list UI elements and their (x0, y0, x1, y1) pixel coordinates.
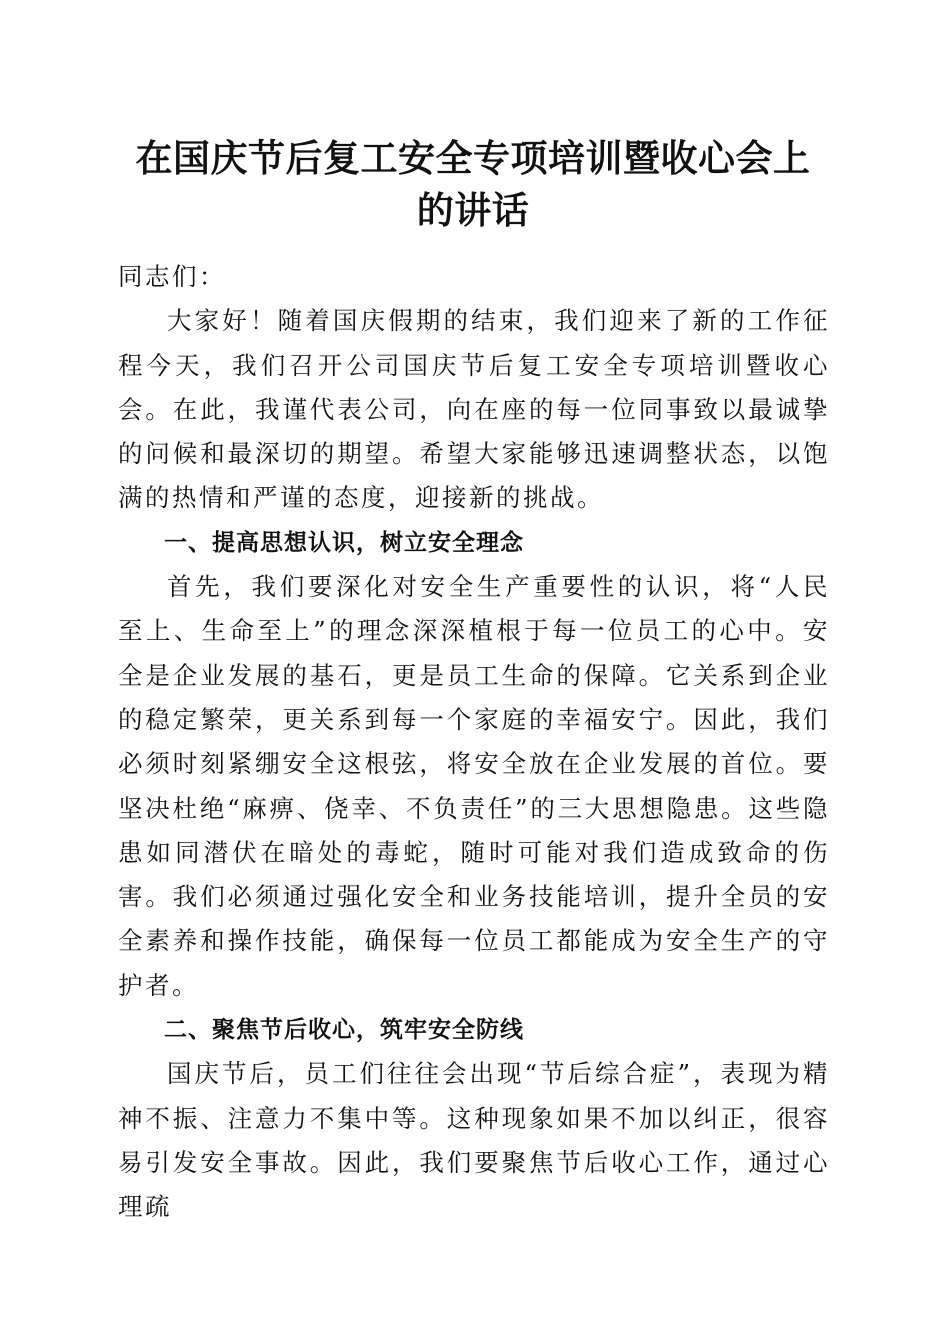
salutation: 同志们： (118, 262, 226, 291)
document-title: 在国庆节后复工安全专项培训暨收心会上的讲话 (135, 136, 811, 232)
section-heading-1: 一、提高思想认识，树立安全理念 (164, 529, 524, 556)
paragraph-opening: 大家好！随着国庆假期的结束，我们迎来了新的工作征程今天，我们召开公司国庆节后复工安全专项培训暨收心会。在此，我谨代表公司，向在座的每一位同事致以最诚挚的问候和最深切的期望。希望大家能够迅速调整状态，以饱满的热情和严谨的态度，迎接新的挑战。 (118, 306, 830, 513)
document-body (118, 255, 830, 1230)
paragraph-post-holiday: 国庆节后，员工们往往会出现“节后综合症”，表现为精神不振、注意力不集中等。这种现象如果不加以纠正，很容易引发安全事故。因此，我们要聚焦节后收心工作，通过心理疏 (118, 1059, 830, 1222)
section-heading-2: 二、聚焦节后收心，筑牢安全防线 (164, 1017, 524, 1044)
paragraph-safety-awareness: 首先，我们要深化对安全生产重要性的认识，将“人民至上、生命至上”的理念深深植根于每一位员工的心中。安全是企业发展的基石，更是员工生命的保障。它关系到企业的稳定繁荣，更关系到每一个家庭的幸福安宁。因此，我们必须时刻紧绷安全这根弦，将安全放在企业发展的首位。要坚决杜绝“麻痹、侥幸、不负责任”的三大思想隐患。这些隐患如同潜伏在暗处的毒蛇，随时可能对我们造成致命的伤害。我们必须通过强化安全和业务技能培训，提升全员的安全素养和操作技能，确保每一位员工都能成为安全生产的守护者。 (118, 572, 830, 1000)
